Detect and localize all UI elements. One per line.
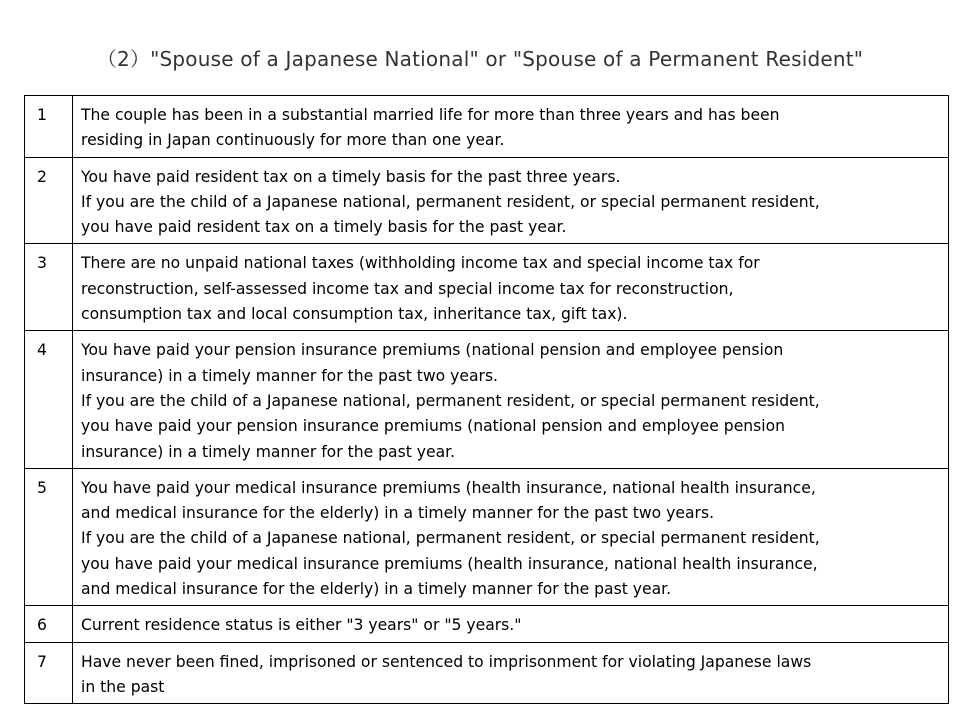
requirement-text-line: You have paid your medical insurance premiums (health insurance, national health insurance, [81, 478, 816, 497]
requirement-text-line: and medical insurance for the elderly) in a timely manner for the past year. [81, 580, 672, 599]
table-row [25, 331, 949, 468]
requirement-text-line: you have paid your medical insurance premiums (health insurance, national health insurance, [81, 554, 818, 573]
requirement-text-line: reconstruction, self-assessed income tax and special income tax for reconstruction, [81, 279, 734, 298]
requirement-text [73, 606, 949, 642]
row-number: 3 [25, 244, 73, 331]
requirement-text-line: If you are the child of a Japanese national, permanent resident, or special permanent resident, [81, 391, 820, 410]
row-number: 7 [25, 642, 73, 704]
requirement-text [73, 96, 949, 158]
row-number: 5 [25, 468, 73, 605]
requirement-text-line: residing in Japan continuously for more than one year. [81, 131, 505, 150]
requirement-text-line: If you are the child of a Japanese national, permanent resident, or special permanent resident, [81, 192, 820, 211]
row-number: 2 [25, 157, 73, 244]
requirement-text [73, 244, 949, 331]
table-row [25, 157, 949, 244]
table-row [25, 642, 949, 704]
requirement-text-line: consumption tax and local consumption tax, inheritance tax, gift tax). [81, 305, 628, 324]
requirement-text-line: Have never been fined, imprisoned or sentenced to imprisonment for violating Japanese laws [81, 652, 812, 671]
requirement-text [73, 642, 949, 704]
requirement-text [73, 331, 949, 468]
requirement-text-line: There are no unpaid national taxes (withholding income tax and special income tax for [81, 254, 760, 273]
row-number: 6 [25, 606, 73, 642]
requirement-text-line: If you are the child of a Japanese national, permanent resident, or special permanent resident, [81, 529, 820, 548]
requirement-text-line: You have paid your pension insurance premiums (national pension and employee pension [81, 341, 784, 360]
requirement-text-line: Current residence status is either "3 years" or "5 years." [81, 616, 522, 635]
page-title: （2）"Spouse of a Japanese National" or "Spouse of a Permanent Resident" [96, 47, 864, 71]
requirement-text-line: insurance) in a timely manner for the past year. [81, 442, 456, 461]
requirement-text-line: in the past [81, 677, 165, 696]
requirement-text [73, 468, 949, 605]
requirement-text-line: you have paid your pension insurance premiums (national pension and employee pension [81, 417, 786, 436]
requirement-text-line: You have paid resident tax on a timely basis for the past three years. [81, 167, 621, 186]
requirement-text-line: and medical insurance for the elderly) in a timely manner for the past two years. [81, 504, 715, 523]
requirement-text-line: The couple has been in a substantial married life for more than three years and has been [81, 106, 780, 124]
requirements-table-body [25, 96, 949, 704]
requirement-text-line: insurance) in a timely manner for the past two years. [81, 366, 499, 385]
table-row [25, 606, 949, 642]
table-row [25, 96, 949, 158]
row-number: 4 [25, 331, 73, 468]
table-row [25, 468, 949, 605]
requirements-table [24, 95, 949, 704]
requirement-text-line: you have paid resident tax on a timely basis for the past year. [81, 218, 567, 237]
row-number: 1 [25, 96, 73, 158]
requirement-text [73, 157, 949, 244]
table-row [25, 244, 949, 331]
